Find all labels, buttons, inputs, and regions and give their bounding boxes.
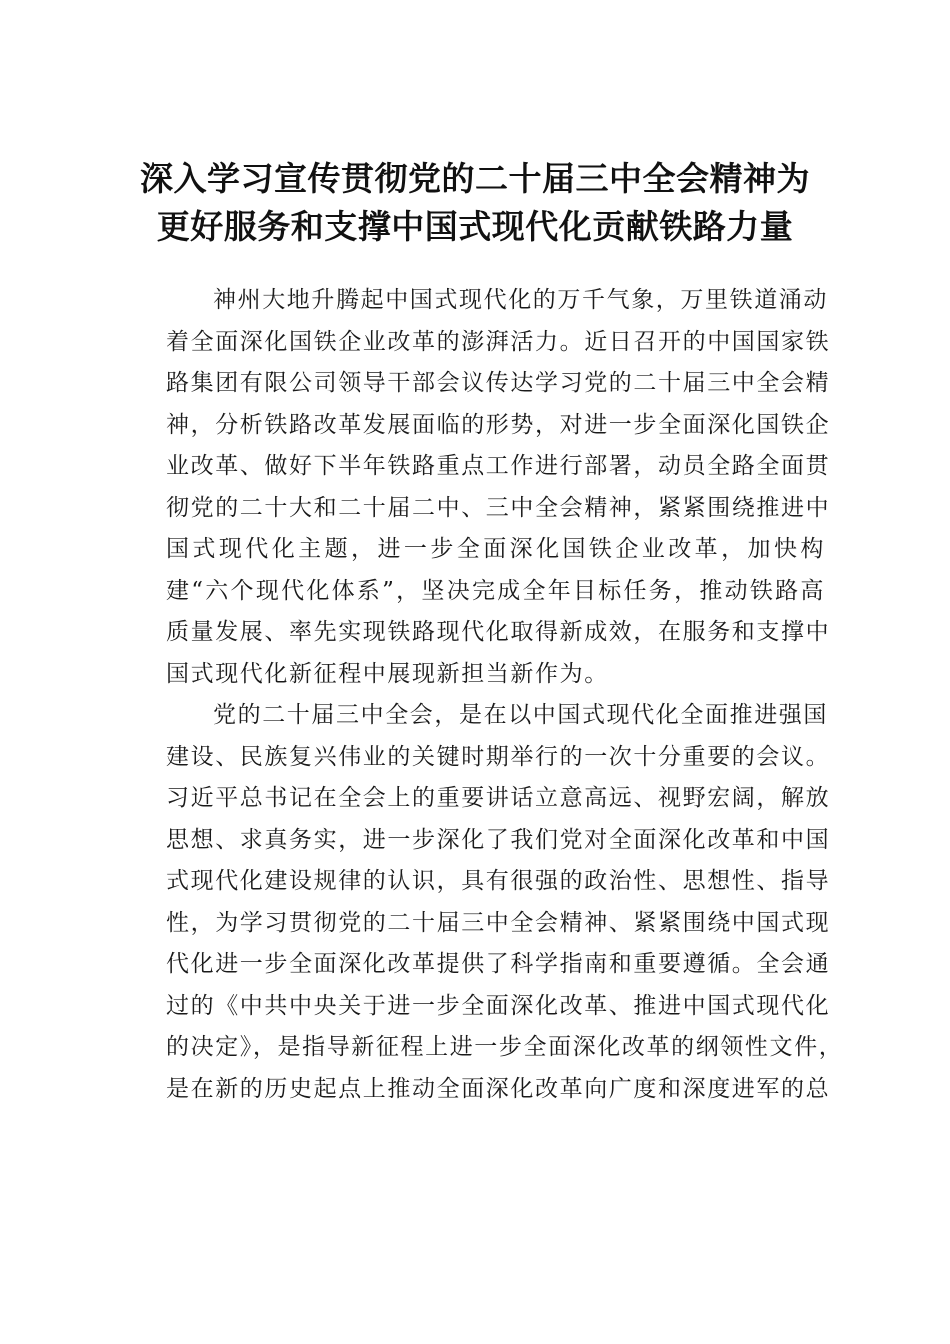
paragraph-line: 建设、民族复兴伟业的关键时期举行的一次十分重要的会议。 xyxy=(166,743,831,770)
paragraph-line: 是在新的历史起点上推动全面深化改革向广度和深度进军的总 xyxy=(166,1075,831,1102)
paragraph-2 xyxy=(120,695,844,1110)
paragraph-line: 的决定》，是指导新征程上进一步全面深化改革的纲领性文件， xyxy=(166,1034,844,1060)
paragraph-line: 业改革、做好下半年铁路重点工作进行部署，动员全路全面贯 xyxy=(166,453,831,479)
paragraph-line: 党的二十届三中全会，是在以中国式现代化全面推进强国 xyxy=(213,702,828,728)
paragraph-line: 国式现代化新征程中展现新担当新作为。 xyxy=(166,660,609,687)
paragraph-line: 性，为学习贯彻党的二十届三中全会精神、紧紧围绕中国式现 xyxy=(166,909,831,936)
title-line-2: 更好服务和支撑中国式现代化贡献铁路力量 xyxy=(156,207,794,247)
paragraph-line: 过的《中共中央关于进一步全面深化改革、推进中国式现代化 xyxy=(166,992,831,1019)
paragraph-line: 国式现代化主题，进一步全面深化国铁企业改革，加快构 xyxy=(166,536,825,562)
paragraph-line: 思想、求真务实，进一步深化了我们党对全面深化改革和中国 xyxy=(166,826,831,853)
paragraph-line: 神州大地升腾起中国式现代化的万千气象，万里铁道涌动 xyxy=(213,287,828,313)
paragraph-line: 式现代化建设规律的认识，具有很强的政治性、思想性、指导 xyxy=(166,868,831,894)
paragraph-line: 习近平总书记在全会上的重要讲话立意高远、视野宏阔，解放 xyxy=(166,785,831,811)
title-line-1: 深入学习宣传贯彻党的二十届三中全会精神为 xyxy=(140,159,810,199)
paragraph-line: 代化进一步全面深化改革提供了科学指南和重要遵循。全会通 xyxy=(166,951,831,977)
paragraph-line: 彻党的二十大和二十届二中、三中全会精神，紧紧围绕推进中 xyxy=(166,494,831,521)
paragraph-1 xyxy=(120,280,831,695)
document-body xyxy=(120,280,844,1110)
paragraph-line: 质量发展、率先实现铁路现代化取得新成效，在服务和支撑中 xyxy=(166,619,831,645)
paragraph-line: 路集团有限公司领导干部会议传达学习党的二十届三中全会精 xyxy=(166,370,831,396)
document-title xyxy=(100,155,850,251)
paragraph-line: 神，分析铁路改革发展面临的形势，对进一步全面深化国铁企 xyxy=(166,411,831,438)
paragraph-line: 着全面深化国铁企业改革的澎湃活力。近日召开的中国国家铁 xyxy=(166,328,831,355)
paragraph-line: 建“六个现代化体系”，坚决完成全年目标任务，推动铁路高 xyxy=(166,577,825,604)
